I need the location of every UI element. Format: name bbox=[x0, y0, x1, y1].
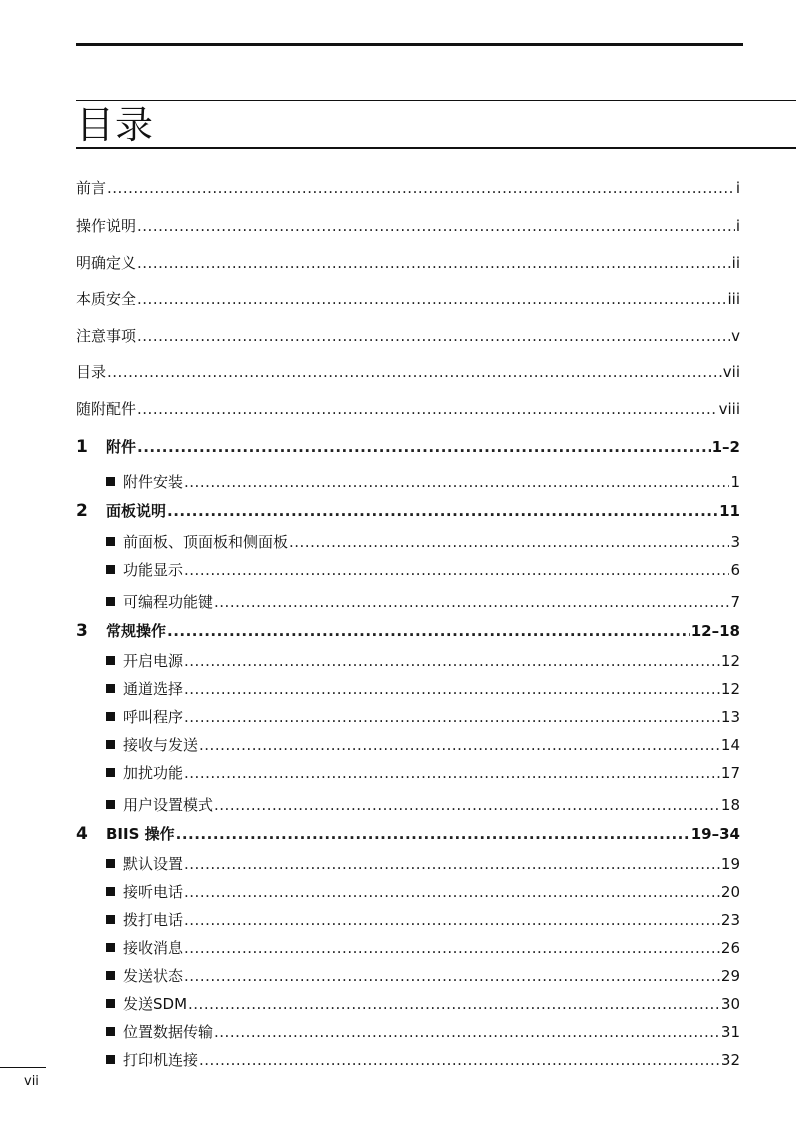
toc-entry-label: 前言 bbox=[76, 179, 107, 197]
toc-entry-label: 操作说明 bbox=[76, 217, 137, 235]
square-bullet-icon bbox=[106, 999, 115, 1008]
toc-item-3-2[interactable] bbox=[106, 677, 740, 701]
toc-item-page: 12 bbox=[720, 680, 740, 698]
toc-item-page: 17 bbox=[720, 764, 740, 782]
toc-item-3-3[interactable] bbox=[106, 705, 740, 729]
square-bullet-icon bbox=[106, 971, 115, 980]
toc-item-label: 拨打电话 bbox=[123, 911, 184, 929]
toc-item-page: 23 bbox=[720, 911, 740, 929]
toc-item-page: 32 bbox=[720, 1051, 740, 1069]
dot-leader bbox=[167, 499, 718, 523]
toc-item-4-3[interactable] bbox=[106, 908, 740, 932]
toc-entry-label: 注意事项 bbox=[76, 327, 137, 345]
dot-leader bbox=[188, 992, 720, 1016]
toc-entry-label: 随附配件 bbox=[76, 400, 137, 418]
toc-item-page: 7 bbox=[730, 593, 740, 611]
dot-leader bbox=[184, 705, 720, 729]
toc-entry-contents[interactable] bbox=[76, 360, 740, 384]
chapter-number: 1 bbox=[76, 437, 88, 457]
toc-item-3-4[interactable] bbox=[106, 733, 740, 757]
page-title: 目录 bbox=[76, 103, 155, 147]
toc-item-label: 接听电话 bbox=[123, 883, 184, 901]
chapter-number: 3 bbox=[76, 621, 88, 641]
dot-leader bbox=[167, 619, 690, 643]
toc-item-1-1[interactable] bbox=[106, 470, 740, 494]
dot-leader bbox=[184, 852, 720, 876]
dot-leader bbox=[199, 733, 720, 757]
toc-item-label: 前面板、顶面板和侧面板 bbox=[123, 533, 289, 551]
toc-item-2-3[interactable] bbox=[106, 590, 740, 614]
toc-item-page: 3 bbox=[730, 533, 740, 551]
toc-entry-page: v bbox=[731, 327, 740, 345]
toc-item-4-5[interactable] bbox=[106, 964, 740, 988]
toc-item-2-2[interactable] bbox=[106, 558, 740, 582]
toc-chapter-2[interactable] bbox=[76, 499, 740, 523]
toc-item-label: 打印机连接 bbox=[123, 1051, 199, 1069]
toc-item-3-5[interactable] bbox=[106, 761, 740, 785]
title-rule-bottom bbox=[76, 147, 796, 149]
toc-item-3-6[interactable] bbox=[106, 793, 740, 817]
dot-leader bbox=[137, 324, 730, 348]
toc-item-label: 开启电源 bbox=[123, 652, 184, 670]
square-bullet-icon bbox=[106, 740, 115, 749]
toc-entry-instructions[interactable] bbox=[76, 214, 740, 238]
toc-item-page: 6 bbox=[730, 561, 740, 579]
toc-item-label: 位置数据传输 bbox=[123, 1023, 214, 1041]
title-rule-top bbox=[76, 100, 796, 101]
toc-item-label: 发送SDM bbox=[123, 995, 188, 1013]
toc-item-page: 1 bbox=[730, 473, 740, 491]
chapter-page: 19–34 bbox=[690, 825, 740, 843]
dot-leader bbox=[137, 251, 731, 275]
toc-item-label: 附件安装 bbox=[123, 473, 184, 491]
dot-leader bbox=[199, 1048, 720, 1072]
square-bullet-icon bbox=[106, 656, 115, 665]
dot-leader bbox=[137, 397, 718, 421]
square-bullet-icon bbox=[106, 915, 115, 924]
toc-item-page: 18 bbox=[720, 796, 740, 814]
toc-item-page: 30 bbox=[720, 995, 740, 1013]
chapter-page: 12–18 bbox=[690, 622, 740, 640]
chapter-title: 常规操作 bbox=[106, 622, 167, 640]
header-rule bbox=[76, 43, 743, 46]
dot-leader bbox=[184, 936, 720, 960]
toc-item-page: 13 bbox=[720, 708, 740, 726]
toc-item-label: 呼叫程序 bbox=[123, 708, 184, 726]
toc-item-4-8[interactable] bbox=[106, 1048, 740, 1072]
toc-item-label: 通道选择 bbox=[123, 680, 184, 698]
chapter-page: 1–2 bbox=[711, 438, 740, 456]
toc-item-3-1[interactable] bbox=[106, 649, 740, 673]
footer-rule bbox=[0, 1067, 46, 1068]
toc-item-label: 可编程功能键 bbox=[123, 593, 214, 611]
dot-leader bbox=[137, 287, 726, 311]
chapter-number: 2 bbox=[76, 501, 88, 521]
dot-leader bbox=[176, 822, 690, 846]
toc-item-4-4[interactable] bbox=[106, 936, 740, 960]
toc-item-4-1[interactable] bbox=[106, 852, 740, 876]
square-bullet-icon bbox=[106, 1027, 115, 1036]
square-bullet-icon bbox=[106, 712, 115, 721]
toc-item-4-2[interactable] bbox=[106, 880, 740, 904]
chapter-page: 11 bbox=[719, 502, 740, 520]
toc-item-label: 接收消息 bbox=[123, 939, 184, 957]
dot-leader bbox=[137, 435, 711, 459]
toc-item-4-6[interactable] bbox=[106, 992, 740, 1016]
toc-entry-label: 明确定义 bbox=[76, 254, 137, 272]
dot-leader bbox=[184, 908, 720, 932]
page-number: vii bbox=[24, 1074, 39, 1089]
toc-entry-page: i bbox=[735, 217, 740, 235]
dot-leader bbox=[184, 470, 729, 494]
toc-item-page: 14 bbox=[720, 736, 740, 754]
square-bullet-icon bbox=[106, 477, 115, 486]
square-bullet-icon bbox=[106, 684, 115, 693]
chapter-title: 面板说明 bbox=[106, 502, 167, 520]
toc-entry-intrinsic-safety[interactable] bbox=[76, 287, 740, 311]
toc-entry-page: iii bbox=[727, 290, 740, 308]
square-bullet-icon bbox=[106, 768, 115, 777]
dot-leader bbox=[107, 176, 735, 200]
toc-item-label: 默认设置 bbox=[123, 855, 184, 873]
toc-item-page: 31 bbox=[720, 1023, 740, 1041]
chapter-title: 附件 bbox=[106, 438, 137, 456]
dot-leader bbox=[214, 590, 729, 614]
chapter-number: 4 bbox=[76, 824, 88, 844]
square-bullet-icon bbox=[106, 943, 115, 952]
toc-item-page: 12 bbox=[720, 652, 740, 670]
square-bullet-icon bbox=[106, 859, 115, 868]
square-bullet-icon bbox=[106, 597, 115, 606]
toc-entry-supplied-accessories[interactable] bbox=[76, 397, 740, 421]
toc-chapter-1[interactable] bbox=[76, 435, 740, 459]
dot-leader bbox=[107, 360, 722, 384]
dot-leader bbox=[184, 964, 720, 988]
toc-entry-preface[interactable] bbox=[76, 176, 740, 200]
toc-chapter-3[interactable] bbox=[76, 619, 740, 643]
dot-leader bbox=[137, 214, 735, 238]
dot-leader bbox=[214, 793, 720, 817]
toc-item-page: 26 bbox=[720, 939, 740, 957]
chapter-title: BIIS 操作 bbox=[106, 825, 175, 843]
square-bullet-icon bbox=[106, 800, 115, 809]
dot-leader bbox=[214, 1020, 720, 1044]
toc-entry-page: ii bbox=[731, 254, 740, 272]
toc-item-page: 29 bbox=[720, 967, 740, 985]
toc-item-label: 接收与发送 bbox=[123, 736, 199, 754]
toc-entry-label: 本质安全 bbox=[76, 290, 137, 308]
dot-leader bbox=[289, 530, 729, 554]
toc-entry-precautions[interactable] bbox=[76, 324, 740, 348]
square-bullet-icon bbox=[106, 565, 115, 574]
square-bullet-icon bbox=[106, 887, 115, 896]
toc-item-label: 用户设置模式 bbox=[123, 796, 214, 814]
toc-item-page: 19 bbox=[720, 855, 740, 873]
dot-leader bbox=[184, 649, 720, 673]
dot-leader bbox=[184, 761, 720, 785]
toc-item-page: 20 bbox=[720, 883, 740, 901]
toc-item-label: 加扰功能 bbox=[123, 764, 184, 782]
toc-entry-definitions[interactable] bbox=[76, 251, 740, 275]
toc-entry-page: vii bbox=[722, 363, 740, 381]
square-bullet-icon bbox=[106, 537, 115, 546]
toc-item-label: 发送状态 bbox=[123, 967, 184, 985]
toc-item-4-7[interactable] bbox=[106, 1020, 740, 1044]
toc-entry-page: i bbox=[735, 179, 740, 197]
toc-entry-page: viii bbox=[718, 400, 740, 418]
square-bullet-icon bbox=[106, 1055, 115, 1064]
dot-leader bbox=[184, 558, 729, 582]
toc-item-2-1[interactable] bbox=[106, 530, 740, 554]
toc-chapter-4[interactable] bbox=[76, 822, 740, 846]
toc-item-label: 功能显示 bbox=[123, 561, 184, 579]
dot-leader bbox=[184, 677, 720, 701]
toc-entry-label: 目录 bbox=[76, 363, 107, 381]
dot-leader bbox=[184, 880, 720, 904]
